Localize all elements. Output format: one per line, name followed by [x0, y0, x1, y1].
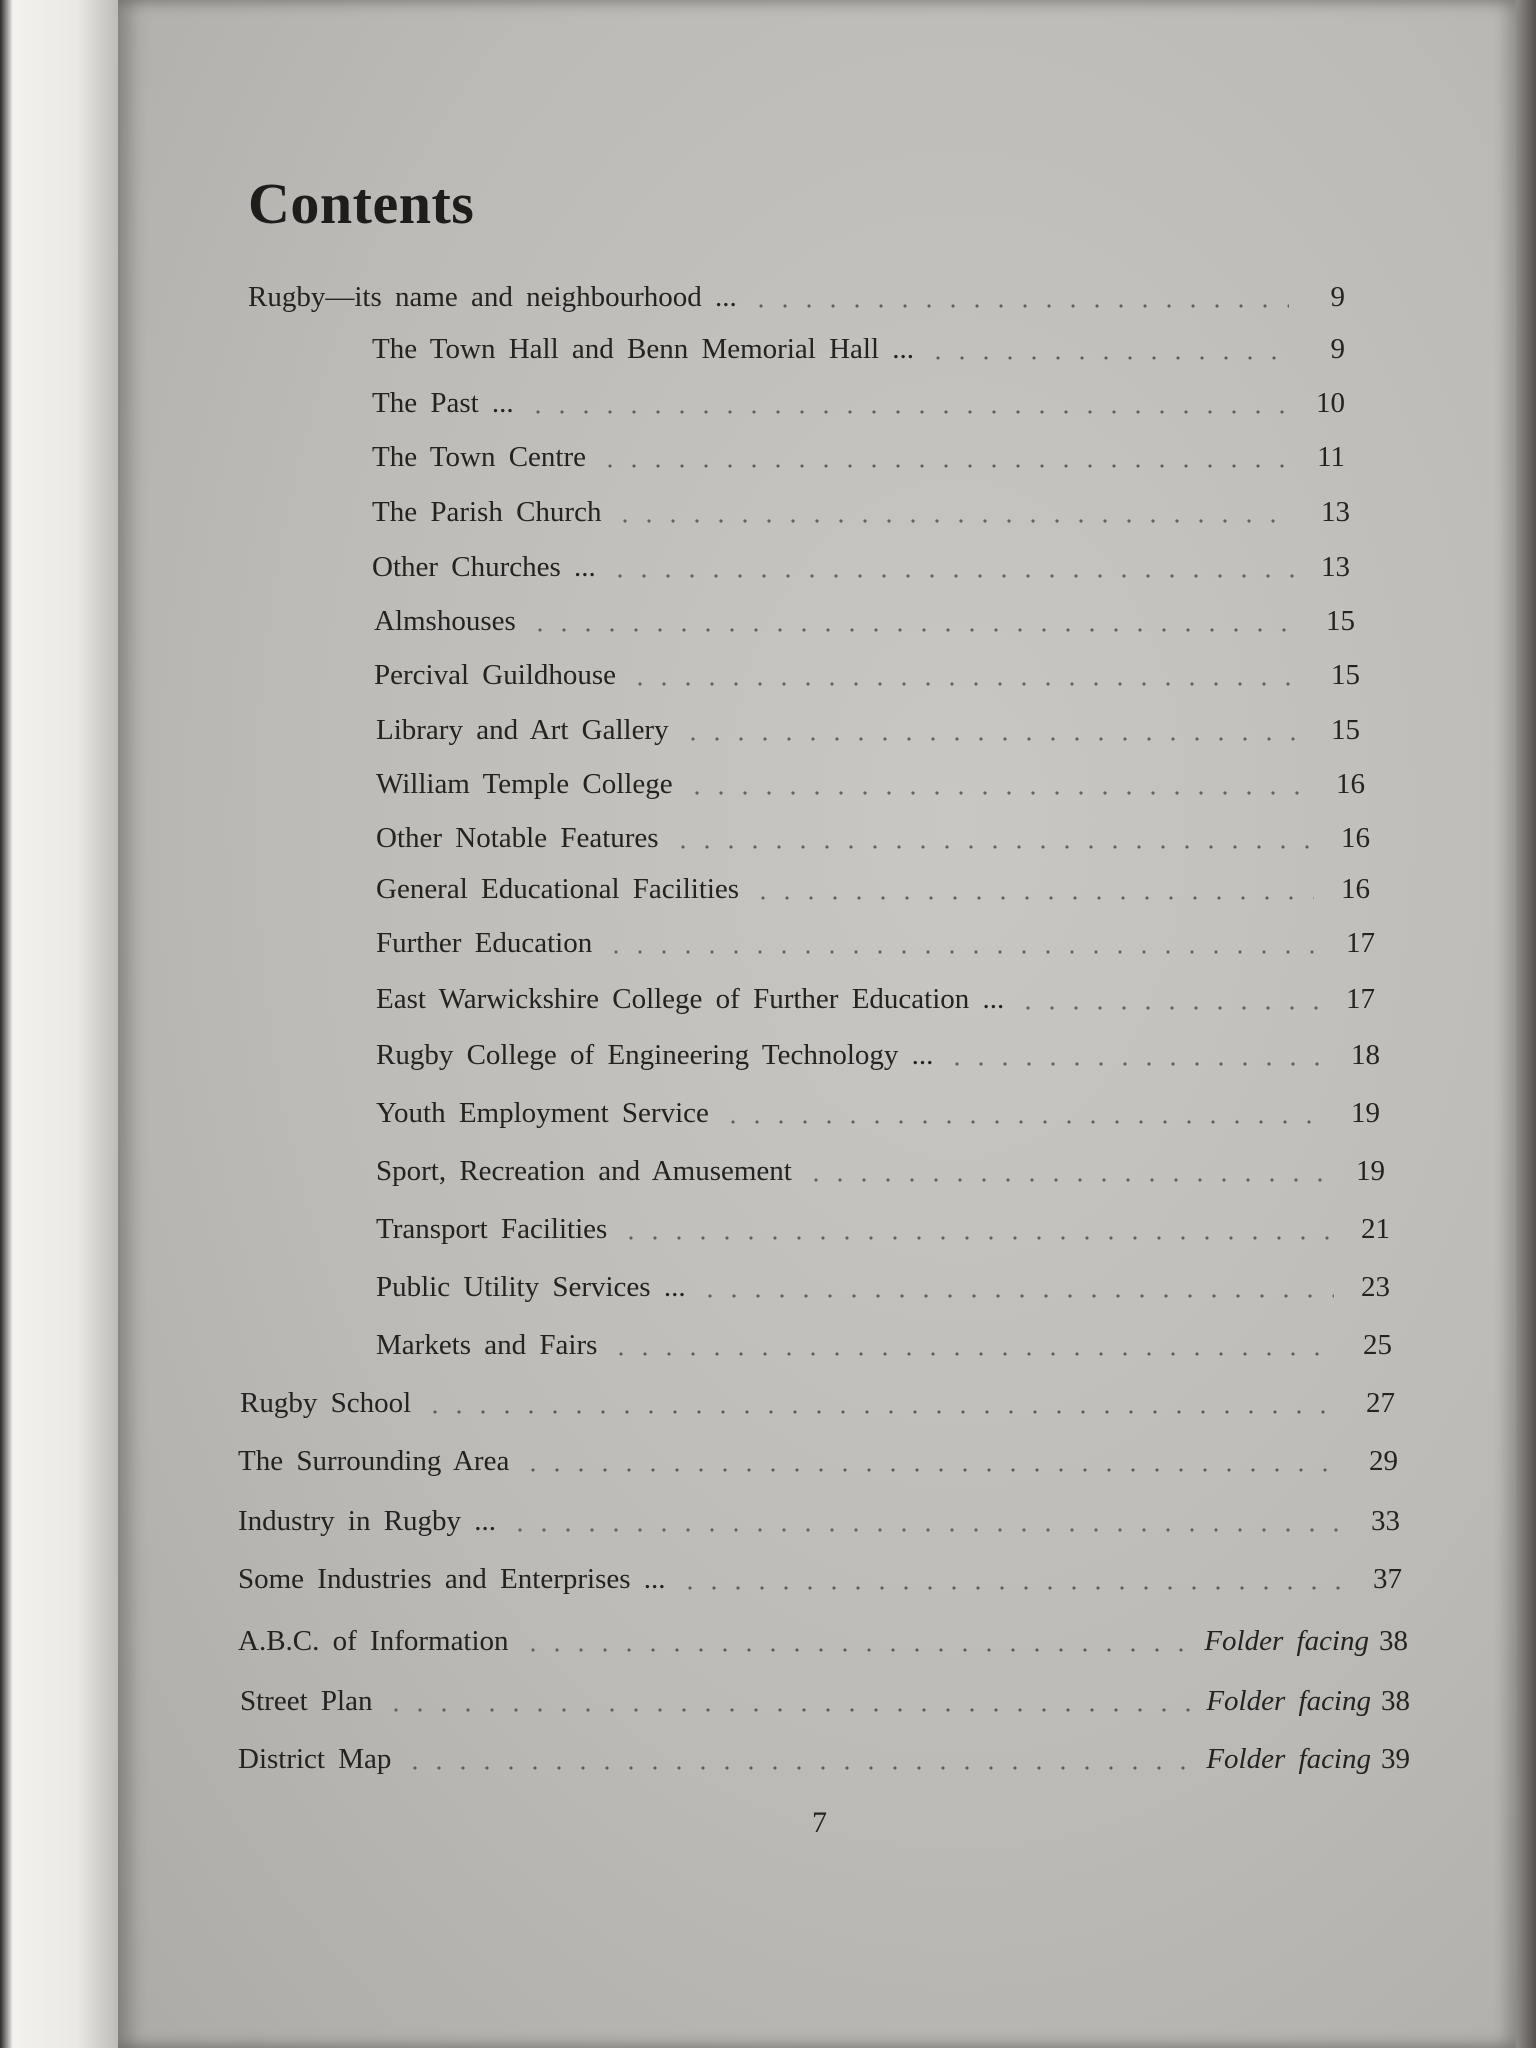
toc-entry-page: [1326, 822, 1370, 855]
toc-entry-page: [1311, 605, 1355, 638]
toc-entry-label: General Educational Facilities: [376, 873, 740, 905]
toc-entry: [376, 1028, 1380, 1072]
toc-entry: [372, 485, 1350, 529]
toc-entry-page: [1301, 387, 1345, 420]
toc-entry: [238, 1434, 1398, 1478]
toc-entry: [374, 594, 1355, 638]
toc-entry-page: [1358, 1563, 1402, 1596]
toc-entry-page-number: 17: [1346, 927, 1375, 959]
dot-leader: [628, 682, 1304, 686]
toc-entry-label: East Warwickshire College of Further Education ...: [376, 983, 1005, 1015]
toc-entry: [376, 972, 1375, 1016]
dot-leader: [698, 1294, 1334, 1298]
toc-entry-label: Rugby College of Engineering Technology ...: [376, 1039, 934, 1071]
toc-entry-page-number: 13: [1321, 551, 1350, 583]
toc-entry: [372, 322, 1345, 366]
dot-leader: [1016, 1006, 1319, 1010]
toc-entry-label: Further Education: [376, 927, 593, 959]
toc-entry-page-number: 37: [1373, 1563, 1402, 1595]
toc-entry-page: [1346, 1213, 1390, 1246]
toc-entry-page-number: 29: [1369, 1445, 1398, 1477]
toc-entry-page-number: 19: [1351, 1097, 1380, 1129]
toc-entry-page-number: 38: [1379, 1625, 1408, 1657]
toc-entry-page: [1336, 1039, 1380, 1072]
toc-entry-page-number: 16: [1336, 768, 1365, 800]
dot-leader: [926, 356, 1289, 360]
toc-entry-label: Sport, Recreation and Amusement: [376, 1155, 792, 1187]
toc-entry-page: [1206, 1743, 1410, 1776]
toc-entry-page: [1336, 1097, 1380, 1130]
toc-entry-page: [1301, 281, 1345, 314]
toc-entry-prefix: Folder facing: [1204, 1625, 1369, 1657]
toc-entry-page: [1346, 1271, 1390, 1304]
toc-entry-label: Library and Art Gallery: [376, 714, 669, 746]
toc-entry-page: [1356, 1505, 1400, 1538]
dot-leader: [528, 628, 1299, 632]
toc-entry-page-number: 15: [1331, 714, 1360, 746]
toc-entry-page-number: 16: [1341, 822, 1370, 854]
toc-entry-page-number: 15: [1331, 659, 1360, 691]
dot-leader: [671, 845, 1314, 849]
toc-entry-label: Markets and Fairs: [376, 1329, 598, 1361]
dot-leader: [749, 304, 1289, 308]
dot-leader: [804, 1178, 1329, 1182]
toc-entry-page: [1306, 496, 1350, 529]
dot-leader: [613, 519, 1294, 523]
toc-entry: [376, 1086, 1380, 1130]
toc-entry-page-number: 19: [1356, 1155, 1385, 1187]
toc-entry-page-number: 18: [1351, 1039, 1380, 1071]
toc-entry-page: [1204, 1625, 1408, 1658]
dot-leader: [508, 1528, 1344, 1532]
toc-entry-prefix: Folder facing: [1206, 1685, 1371, 1717]
toc-entry-page: [1341, 1155, 1385, 1188]
toc-entry-page: [1354, 1445, 1398, 1478]
toc-entry-page-number: 15: [1326, 605, 1355, 637]
dot-leader: [526, 410, 1289, 414]
toc-entry-label: Other Churches ...: [372, 551, 596, 583]
toc-entry-page-number: 27: [1366, 1387, 1395, 1419]
dot-leader: [678, 1586, 1346, 1590]
toc-entry-page-number: 16: [1341, 873, 1370, 905]
page-number: 7: [812, 1806, 827, 1839]
toc-entry: [238, 1614, 1408, 1658]
toc-entry-page-number: 33: [1371, 1505, 1400, 1537]
toc-entry-page: [1331, 983, 1375, 1016]
toc-entry: [376, 1318, 1392, 1362]
toc-entry-label: District Map: [238, 1743, 392, 1775]
toc-entry: [376, 1144, 1385, 1188]
toc-entry-page-number: 9: [1330, 333, 1345, 365]
toc-entry-label: Industry in Rugby ...: [238, 1505, 497, 1537]
dot-leader: [945, 1062, 1324, 1066]
toc-entry: [372, 430, 1345, 474]
toc-entry: [376, 811, 1370, 855]
toc-entry-page-number: 23: [1361, 1271, 1390, 1303]
dot-leader: [681, 737, 1304, 741]
toc-entry-page: [1348, 1329, 1392, 1362]
dot-leader: [384, 1708, 1194, 1712]
toc-entry-label: Rugby—its name and neighbourhood ...: [248, 281, 737, 313]
toc-entry-page-number: 17: [1346, 983, 1375, 1015]
toc-entry-page: [1316, 714, 1360, 747]
toc-entry-label: Percival Guildhouse: [374, 659, 616, 691]
toc-entry: [374, 648, 1360, 692]
dot-leader: [521, 1468, 1342, 1472]
toc-entry-label: Other Notable Features: [376, 822, 659, 854]
dot-leader: [609, 1352, 1336, 1356]
dot-leader: [403, 1766, 1194, 1770]
toc-entry-page: [1301, 333, 1345, 366]
toc-entry-page-number: 39: [1381, 1743, 1410, 1775]
toc-entry: [376, 703, 1360, 747]
dot-leader: [604, 950, 1319, 954]
toc-entry: [376, 1202, 1390, 1246]
toc-entry-page: [1331, 927, 1375, 960]
toc-entry-page-number: 10: [1316, 387, 1345, 419]
toc-entry-page-number: 38: [1381, 1685, 1410, 1717]
toc-entry-label: The Town Hall and Benn Memorial Hall ...: [372, 333, 914, 365]
toc-entry: [238, 1552, 1402, 1596]
dot-leader: [598, 464, 1289, 468]
dot-leader: [521, 1648, 1193, 1652]
dot-leader: [685, 791, 1309, 795]
toc-entry-page-number: 25: [1363, 1329, 1392, 1361]
toc-entry: [376, 862, 1370, 906]
toc-entry-page: [1301, 441, 1345, 474]
toc-entry: [372, 540, 1350, 584]
toc-entry-label: Rugby School: [240, 1387, 412, 1419]
dot-leader: [423, 1410, 1339, 1414]
toc-entry-page: [1316, 659, 1360, 692]
toc-entry: [240, 1376, 1395, 1420]
dot-leader: [721, 1120, 1324, 1124]
page-title: Contents: [248, 171, 475, 236]
toc-entry-label: Almshouses: [374, 605, 516, 637]
toc-entry-label: Some Industries and Enterprises ...: [238, 1563, 666, 1595]
toc-entry: [372, 376, 1345, 420]
dot-leader: [619, 1236, 1334, 1240]
toc-entry: [376, 916, 1375, 960]
toc-entry: [238, 1732, 1410, 1776]
toc-entry: [238, 1494, 1400, 1538]
toc-entry-prefix: Folder facing: [1206, 1743, 1371, 1775]
toc-entry-label: The Past ...: [372, 387, 514, 419]
toc-entry-label: The Parish Church: [372, 496, 602, 528]
toc-entry-label: Street Plan: [240, 1685, 373, 1717]
toc-entry-label: The Town Centre: [372, 441, 586, 473]
toc-entry: [240, 1674, 1410, 1718]
toc-entry-page-number: 21: [1361, 1213, 1390, 1245]
toc-entry-label: Youth Employment Service: [376, 1097, 709, 1129]
toc-entry-label: Transport Facilities: [376, 1213, 608, 1245]
toc-entry-page: [1206, 1685, 1410, 1718]
toc-entry-label: William Temple College: [376, 768, 673, 800]
toc-entry: [376, 757, 1365, 801]
toc-entry-page-number: 9: [1330, 281, 1345, 313]
toc-entry: [376, 1260, 1390, 1304]
toc-entry-page-number: 11: [1317, 441, 1345, 473]
toc-entry-label: A.B.C. of Information: [238, 1625, 509, 1657]
toc-entry-page: [1351, 1387, 1395, 1420]
dot-leader: [608, 574, 1294, 578]
toc-entry-page-number: 13: [1321, 496, 1350, 528]
toc-entry-page: [1326, 873, 1370, 906]
toc-entry-label: Public Utility Services ...: [376, 1271, 686, 1303]
toc-entry-page: [1321, 768, 1365, 801]
toc-entry: [248, 270, 1345, 314]
toc-entry-label: The Surrounding Area: [238, 1445, 510, 1477]
toc-entry-page: [1306, 551, 1350, 584]
dot-leader: [751, 896, 1314, 900]
